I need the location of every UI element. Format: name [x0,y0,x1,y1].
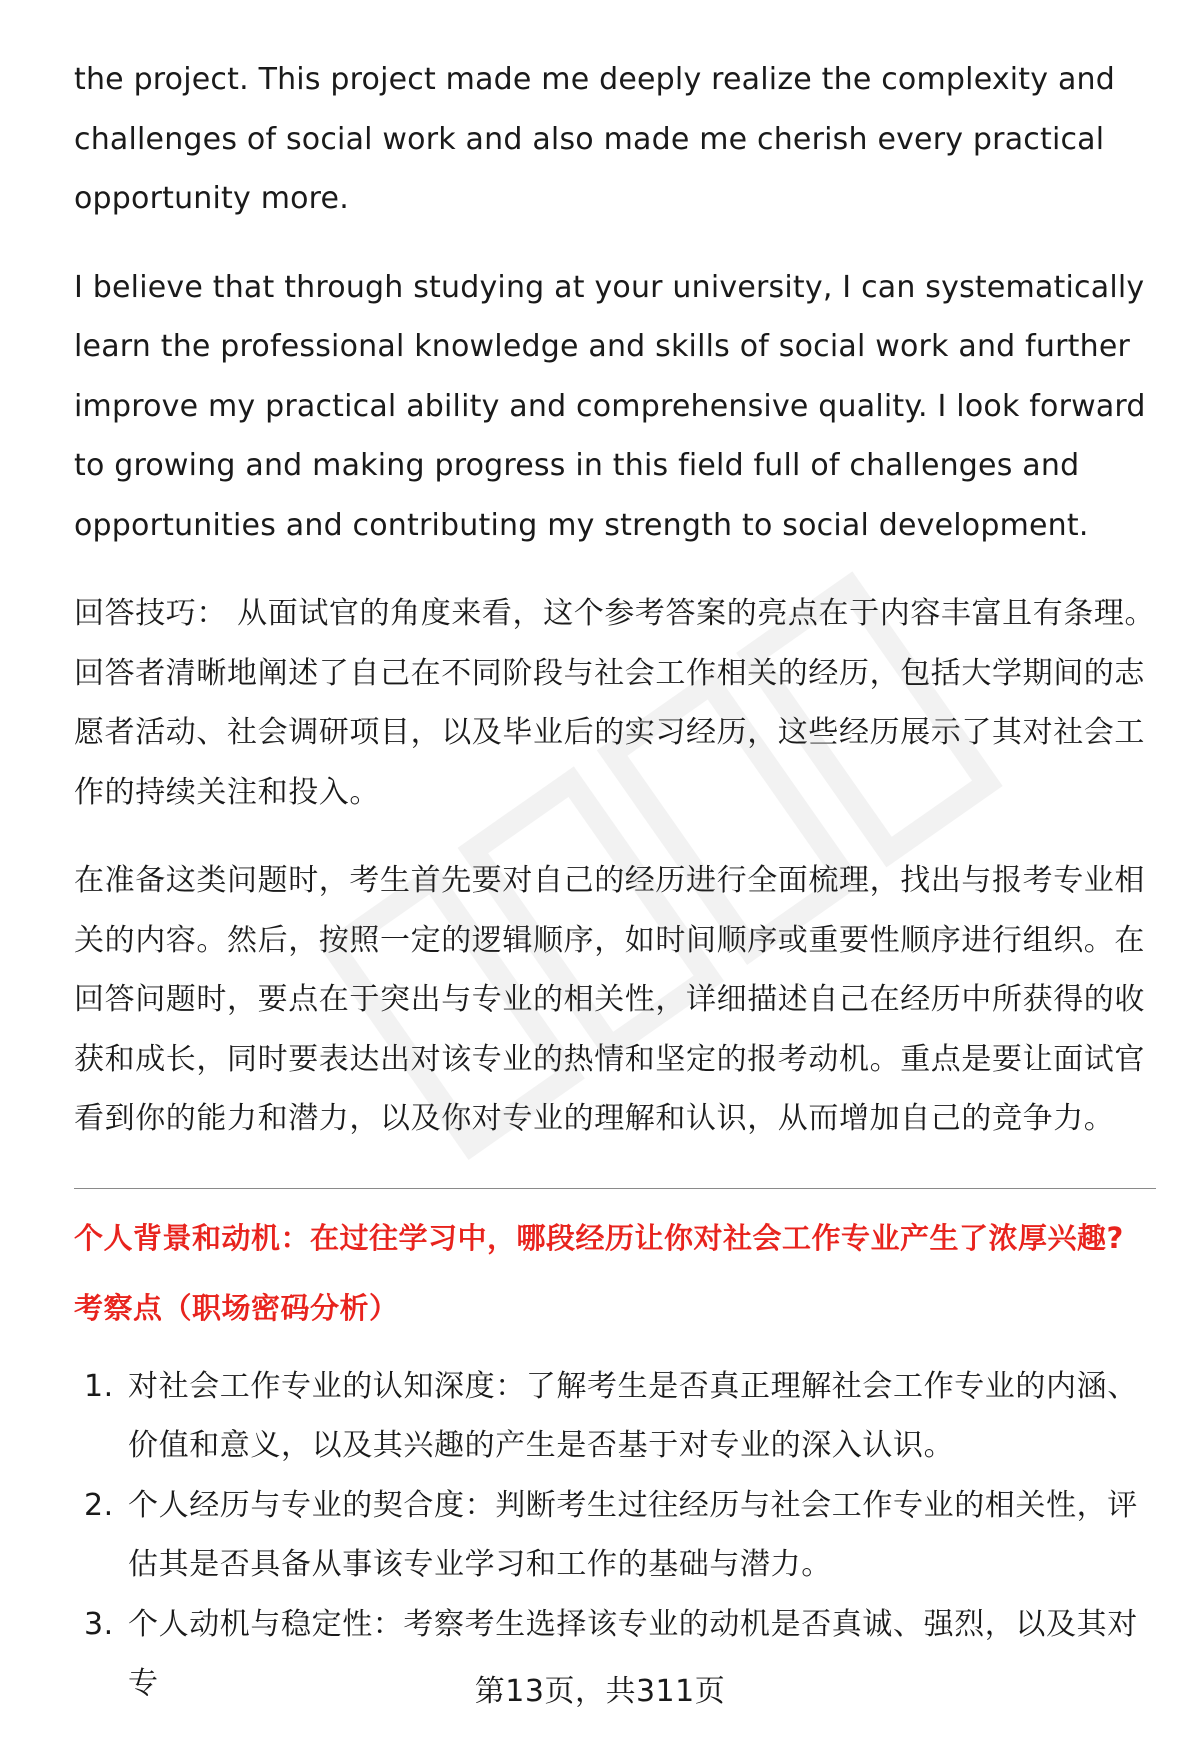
list-item [74,1357,1156,1476]
section-divider [74,1188,1156,1189]
paragraph-english-2: I believe that through studying at your university, I can systematically learn the professional knowledge and skills of social work and further improve my practical ability and comprehensive quality. I look forward to growing and making progress in this field full of challenges and opportunities and contributing my strength to social development. [74,269,1146,543]
paragraph-answer-tips: 回答技巧： 从面试官的角度来看，这个参考答案的亮点在于内容丰富且有条理。回答者清晰地阐述了自己在不同阶段与社会工作相关的经历，包括大学期间的志愿者活动、社会调研项目，以及毕业后的实习经历，这些经历展示了其对社会工作的持续关注和投入。 [74,596,1156,810]
list-item-number: 3. [84,1606,114,1642]
list-item-text: 个人经历与专业的契合度：判断考生过往经历与社会工作专业的相关性，评估其是否具备从事该专业学习和工作的基础与潜力。 [128,1487,1138,1582]
list-item [74,1476,1156,1595]
page-number: 第13页，共311页 [474,1674,726,1709]
list-item-number: 1. [84,1368,114,1404]
list-item-text: 个人动机与稳定性：考察考生选择该专业的动机是否真诚、强烈，以及其对专 [128,1606,1138,1701]
paragraph-preparation-advice: 在准备这类问题时，考生首先要对自己的经历进行全面梳理，找出与报考专业相关的内容。然后，按照一定的逻辑顺序，如时间顺序或重要性顺序进行组织。在回答问题时，要点在于突出与专业的相关性，详细描述自己在经历中所获得的收获和成长，同时要表达出对该专业的热情和坚定的报考动机。重点是要让面试官看到你的能力和潜力，以及你对专业的理解和认识，从而增加自己的竞争力。 [74,863,1145,1136]
list-item-number: 2. [84,1487,114,1523]
question-subtitle: 考察点（职场密码分析） [74,1290,399,1325]
list-item-text: 对社会工作专业的认知深度：了解考生是否真正理解社会工作专业的内涵、价值和意义，以及其兴趣的产生是否基于对专业的深入认识。 [128,1368,1138,1463]
assessment-points-list [74,1357,1156,1714]
question-title: 个人背景和动机：在过往学习中，哪段经历让你对社会工作专业产生了浓厚兴趣? [74,1220,1124,1255]
paragraph-english-1: the project. This project made me deeply realize the complexity and challenges of social work and also made me cherish every practical opportunity more. [74,62,1116,216]
document-page [74,50,1156,1714]
